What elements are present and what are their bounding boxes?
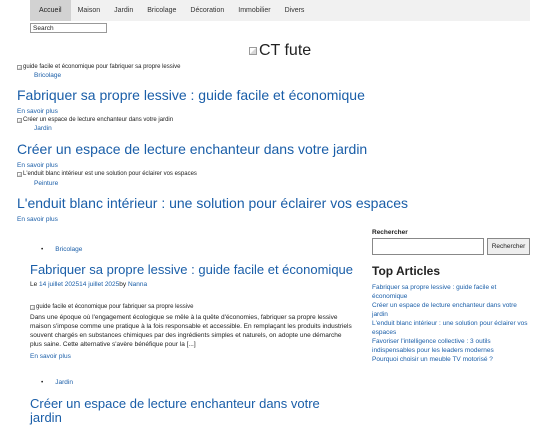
top-article-link[interactable]: Pourquoi choisir un meuble TV motorisé ? <box>372 356 493 363</box>
post-date-link[interactable]: 14 juillet 202514 juillet 2025 <box>39 281 120 288</box>
featured-title-2[interactable]: Créer un espace de lecture enchanteur dans votre jardin <box>17 141 368 157</box>
featured-title-3[interactable]: L'enduit blanc intérieur : une solution pour éclairer vos espaces <box>17 195 409 211</box>
nav-item-divers[interactable]: Divers <box>284 7 305 14</box>
post-meta-by: by <box>119 281 127 288</box>
top-articles-heading: Top Articles <box>372 264 441 278</box>
post-category-2[interactable]: • Jardin <box>48 379 73 386</box>
featured-title-1[interactable]: Fabriquer sa propre lessive : guide facile et économique <box>17 87 365 103</box>
search-input[interactable] <box>30 23 107 33</box>
post-title-2-line-1[interactable]: Créer un espace de lecture enchanteur dans votre <box>30 396 320 411</box>
logo-alt-text: CT fute <box>259 42 312 59</box>
post-category-1[interactable]: • Bricolage <box>48 246 82 253</box>
top-article-link[interactable]: L'enduit blanc intérieur : une solution pour éclairer vos espaces <box>372 320 528 336</box>
nav-item-accueil[interactable]: Accueil <box>30 0 71 21</box>
featured-read-more-3[interactable]: En savoir plus <box>17 216 58 223</box>
post-meta-1 <box>30 281 147 288</box>
featured-image-2-alt: Créer un espace de lecture enchanteur dans votre jardin <box>23 117 174 123</box>
sidebar-search-input[interactable] <box>372 238 484 255</box>
broken-image-icon <box>17 172 22 177</box>
post-image-1[interactable] <box>30 304 193 310</box>
featured-image-3-alt: L'enduit blanc intérieur est une solution pour éclairer vos espaces <box>23 171 197 177</box>
featured-read-more-2[interactable]: En savoir plus <box>17 162 58 169</box>
top-articles-list <box>372 283 532 364</box>
top-article-link[interactable]: Créer un espace de lecture enchanteur dans votre jardin <box>372 302 517 318</box>
nav-item-decoration[interactable]: Décoration <box>190 7 225 14</box>
top-navigation <box>30 0 530 21</box>
broken-image-icon <box>17 118 22 123</box>
post-author-link[interactable]: Nanna <box>127 281 148 288</box>
post-title-1[interactable]: Fabriquer sa propre lessive : guide facile et économique <box>30 262 354 277</box>
top-article-link[interactable]: Favoriser l'intelligence collective : 3 outils indispensables pour les leaders modernes <box>372 338 494 354</box>
post-image-1-alt: guide facile et économique pour fabriquer sa propre lessive <box>36 304 194 310</box>
featured-category-2[interactable]: Jardin <box>34 125 52 132</box>
broken-image-icon <box>249 47 257 55</box>
nav-item-jardin[interactable]: Jardin <box>114 7 134 14</box>
sidebar-search-button[interactable]: Rechercher <box>487 238 530 255</box>
top-article-link[interactable]: Fabriquer sa propre lessive : guide facile et économique <box>372 284 497 300</box>
sidebar-search-label: Rechercher <box>372 229 408 236</box>
broken-image-icon <box>17 65 22 70</box>
post-read-more-1[interactable]: En savoir plus <box>30 353 71 360</box>
featured-image-2[interactable] <box>17 117 173 123</box>
featured-image-1-alt: guide facile et économique pour fabriquer sa propre lessive <box>23 64 181 70</box>
post-meta-prefix: Le <box>30 281 38 288</box>
post-excerpt-1: Dans une époque où l'engagement écologique se mêle à la quête d'économies, fabriquer sa propre lessive maison s'impose comme une pratique à la fois responsable et accessible. En remplaçant les produits industriels souvent chargés en substances chimiques par des ingrédients simples et naturels, on adopte une démarche plus saine. Cette alternative s'avère bénéfique pour la [...] <box>30 314 352 348</box>
featured-read-more-1[interactable]: En savoir plus <box>17 108 58 115</box>
site-logo[interactable] <box>249 42 311 60</box>
broken-image-icon <box>30 305 35 310</box>
nav-item-immobilier[interactable]: Immobilier <box>238 7 271 14</box>
nav-item-bricolage[interactable]: Bricolage <box>147 7 177 14</box>
featured-image-1[interactable] <box>17 64 180 70</box>
featured-image-3[interactable] <box>17 171 197 177</box>
nav-item-maison[interactable]: Maison <box>77 7 101 14</box>
featured-category-1[interactable]: Bricolage <box>34 72 62 79</box>
post-title-2-line-2[interactable]: jardin <box>30 410 62 425</box>
featured-category-3[interactable]: Peinture <box>34 180 59 187</box>
